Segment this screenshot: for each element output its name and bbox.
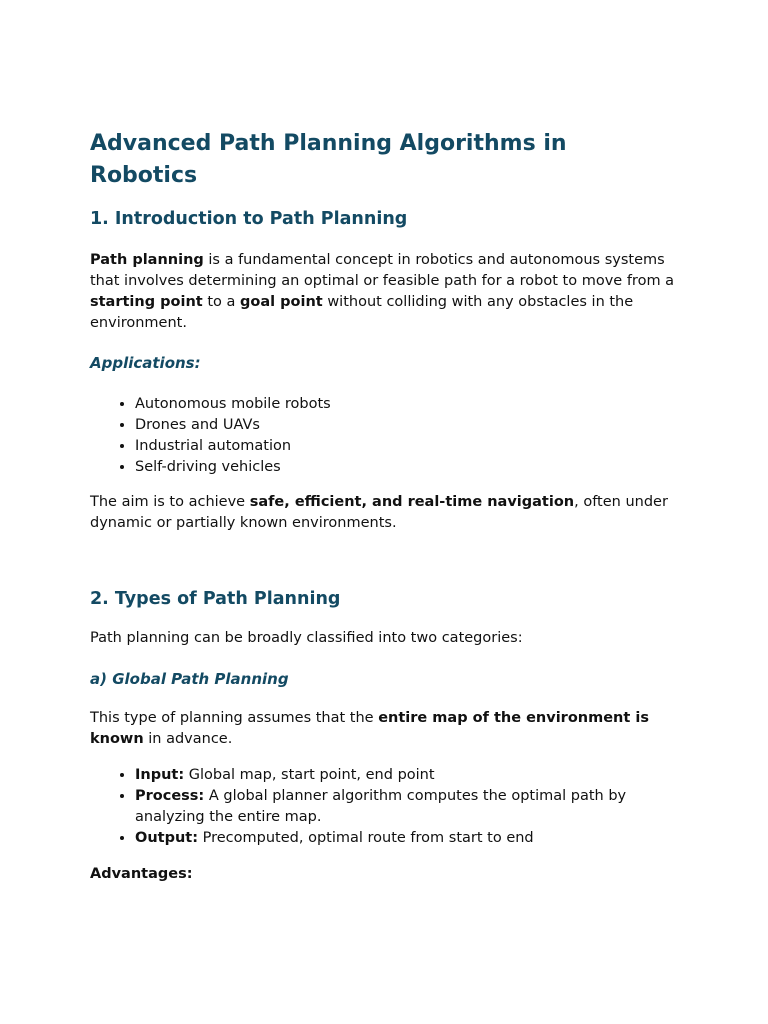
aim-text-1: The aim is to achieve: [90, 494, 250, 510]
intro-text-1: is a fundamental concept in robotics and autonomous systems that involves determining an optimal or feasible path for a robot to move from a: [90, 252, 675, 289]
global-desc-text-1: This type of planning assumes that the: [90, 710, 379, 726]
advantages-label: [90, 864, 690, 885]
list-item-text: Precomputed, optimal route from start to end: [198, 830, 534, 846]
global-description-paragraph: [90, 708, 690, 750]
global-path-planning-heading: a) Global Path Planning: [90, 670, 289, 688]
applications-heading: Applications:: [90, 354, 201, 372]
aim-bold: safe, efficient, and real-time navigation: [249, 494, 575, 510]
intro-text-2: to a: [202, 294, 240, 310]
list-item: • Self-driving vehicles: [135, 457, 690, 478]
types-intro-paragraph: Path planning can be broadly classified into two categories:: [90, 630, 523, 646]
list-item: • Autonomous mobile robots: [135, 394, 690, 415]
document-title: Advanced Path Planning Algorithms in Robotics: [90, 131, 567, 188]
global-desc-text-2: in advance.: [143, 731, 233, 747]
list-item-text: Global map, start point, end point: [184, 767, 435, 783]
advantages-label-text: Advantages:: [90, 866, 193, 882]
aim-paragraph: [90, 492, 690, 534]
intro-bold-starting-point: starting point: [90, 294, 203, 310]
section-heading-introduction: 1. Introduction to Path Planning: [90, 209, 408, 229]
intro-bold-path-planning: Path planning: [90, 252, 204, 268]
list-item: [135, 765, 690, 786]
intro-bold-goal-point: goal point: [240, 294, 323, 310]
list-item-text: A global planner algorithm computes the optimal path by analyzing the entire map.: [135, 788, 627, 825]
list-item: • Drones and UAVs: [135, 415, 690, 436]
global-planning-list: [90, 765, 690, 849]
list-item: [135, 786, 690, 828]
intro-paragraph: [90, 250, 690, 334]
list-item-label: Input:: [135, 767, 185, 783]
section-heading-types: 2. Types of Path Planning: [90, 589, 341, 609]
intro-text-3: without colliding with any obstacles in the environment.: [90, 294, 634, 331]
applications-list: [90, 394, 690, 478]
list-item: • Industrial automation: [135, 436, 690, 457]
list-item-label: Output:: [135, 830, 199, 846]
document-content: [90, 128, 690, 885]
list-item: [135, 828, 690, 849]
global-desc-bold: entire map of the environment is known: [90, 710, 649, 747]
aim-text-2: , often under dynamic or partially known environments.: [90, 494, 668, 531]
list-item-label: Process:: [135, 788, 205, 804]
